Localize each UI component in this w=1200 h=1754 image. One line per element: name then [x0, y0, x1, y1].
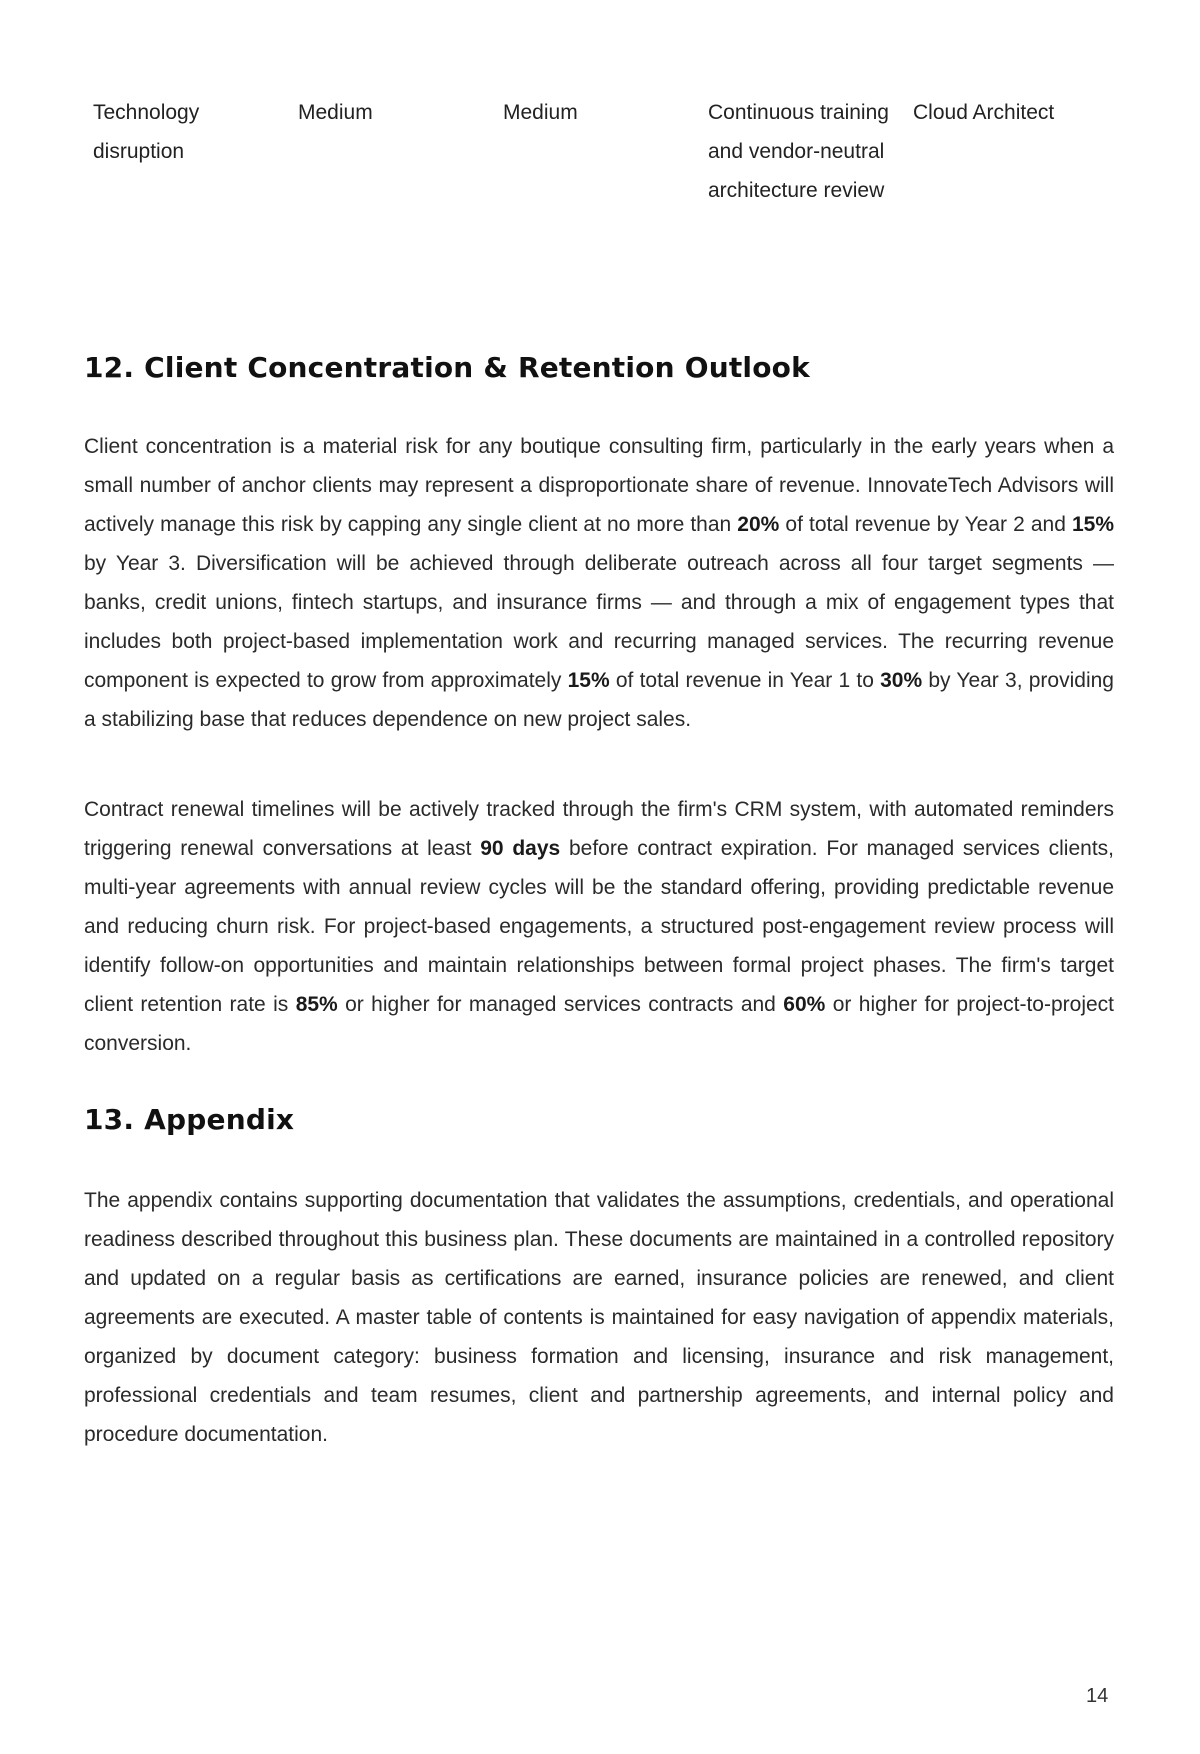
risk-cell-likelihood: Medium: [298, 101, 373, 124]
bold-value: 20%: [737, 513, 780, 536]
risk-cell-owner: Cloud Architect: [913, 101, 1055, 124]
bold-value: 15%: [1071, 513, 1114, 536]
bold-value: 60%: [783, 993, 826, 1016]
text-run: Contract renewal timelines will be actively tracked through the firm's CRM system, with automated reminders triggering renewal conversations at least: [84, 798, 1114, 860]
bold-value: 85%: [295, 993, 338, 1016]
paragraph-appendix: The appendix contains supporting documentation that validates the assumptions, credentials, and operational readiness described throughout this business plan. These documents are maintained in a controlled repository and updated on a regular basis as certifications are earned, insurance policies are renewed, and client agreements are executed. A master table of contents is maintained for easy navigation of appendix materials, organized by document category: business formation and licensing, insurance and risk management, professional credentials and team resumes, client and partnership agreements, and internal policy and procedure documentation.: [84, 1189, 1114, 1446]
page-number: 14: [1086, 1685, 1109, 1707]
paragraph-contract-renewal: [84, 790, 1114, 1063]
text-run: or higher for managed services contracts and: [337, 993, 784, 1016]
paragraph-client-concentration: [84, 427, 1114, 739]
text-run: Client concentration is a material risk for any boutique consulting firm, particularly in the early years when a small number of anchor clients may represent a disproportionate share of revenue. InnovateTech Advisors will actively manage this risk by capping any single client at no more than: [84, 435, 1114, 536]
risk-cell-risk: Technology disruption: [93, 101, 200, 163]
text-run: by Year 3, providing a stabilizing base that reduces dependence on new project sales.: [84, 669, 1114, 731]
bold-value: 90 days: [480, 837, 561, 860]
bold-value: 30%: [880, 669, 923, 692]
section-heading-appendix: 13. Appendix: [84, 1103, 295, 1136]
bold-value: 15%: [567, 669, 610, 692]
risk-cell-mitigation: Continuous training and vendor-neutral architecture review: [708, 101, 889, 202]
text-run: of total revenue in Year 1 to: [609, 669, 881, 692]
text-run: of total revenue by Year 2 and: [779, 513, 1072, 536]
text-run: or higher for project-to-project conversion.: [84, 993, 1114, 1055]
section-heading-client-concentration: 12. Client Concentration & Retention Outlook: [84, 351, 810, 384]
text-run: before contract expiration. For managed services clients, multi-year agreements with annual review cycles will be the standard offering, providing predictable revenue and reducing churn risk. For project-based engagements, a structured post-engagement review process will identify follow-on opportunities and maintain relationships between formal project phases. The firm's target client retention rate is: [84, 837, 1114, 1016]
risk-table-row: [84, 93, 1114, 210]
risk-cell-impact: Medium: [503, 101, 578, 124]
text-run: by Year 3. Diversification will be achieved through deliberate outreach across all four target segments — banks, credit unions, fintech startups, and insurance firms — and through a mix of engagement types that includes both project-based implementation work and recurring managed services. The recurring revenue component is expected to grow from approximately: [84, 552, 1114, 692]
